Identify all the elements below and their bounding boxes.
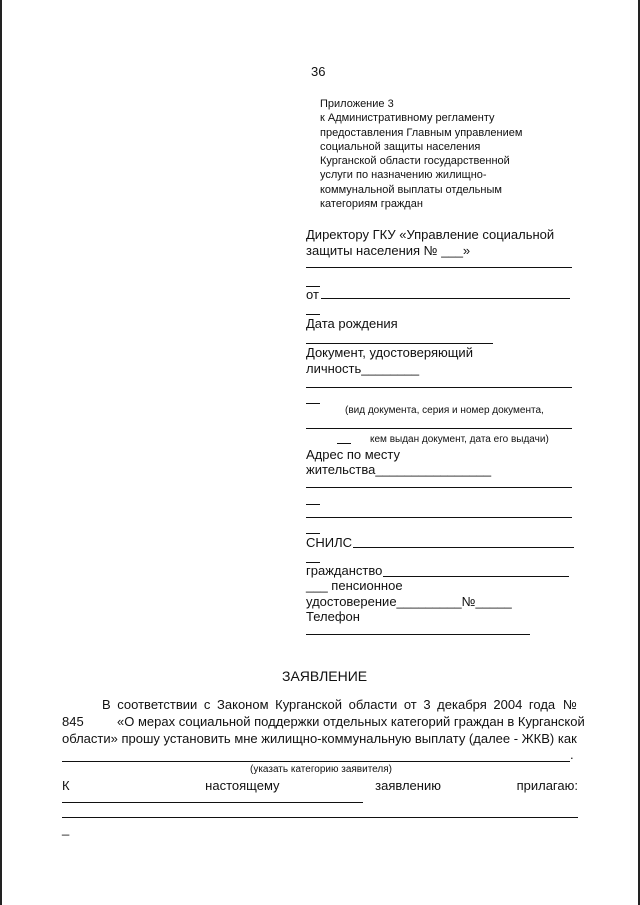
law-number: 845	[62, 714, 84, 729]
phone-fill-line[interactable]	[306, 634, 530, 635]
attachments-line	[62, 778, 578, 793]
left-page-edge	[0, 0, 2, 905]
fill-line	[306, 403, 320, 404]
id-document-fill-line-2[interactable]	[306, 428, 572, 429]
fill-line	[306, 267, 572, 268]
category-line-dot: .	[570, 747, 574, 762]
fill-line	[337, 443, 351, 444]
id-document-label: Документ, удостоверяющий	[306, 345, 473, 360]
addressee-line-2: защиты населения № ___»	[306, 243, 471, 258]
addressee-line-1: Директору ГКУ «Управление социальной	[306, 227, 555, 242]
address-label: Адрес по месту	[306, 447, 400, 462]
statement-text: В соответствии с Законом Курганской области от 3 декабря 2004 года	[102, 697, 556, 712]
appendix-line: коммунальной выплаты отдельным	[320, 183, 502, 196]
page-number: 36	[311, 64, 326, 79]
id-document-fill-line[interactable]	[306, 387, 572, 388]
phone-label: Телефон	[306, 609, 360, 624]
attachments-word: прилагаю:	[516, 778, 578, 793]
fill-line	[306, 314, 320, 315]
statement-title: ЗАЯВЛЕНИЕ	[282, 668, 368, 684]
pension-certificate-label: удостоверение_________№_____	[306, 594, 512, 609]
trailing-dash: _	[62, 821, 70, 836]
appendix-line: к Административному регламенту	[320, 112, 495, 125]
attachments-word: заявлению	[375, 778, 441, 793]
fill-line	[306, 504, 320, 505]
appendix-line: Курганской области государственной	[320, 155, 510, 168]
category-hint: (указать категорию заявителя)	[250, 764, 392, 775]
attachments-word: настоящему	[205, 778, 280, 793]
appendix-line: предоставления Главным управлением	[320, 126, 523, 139]
snils-fill-line[interactable]	[353, 547, 574, 548]
category-fill-line[interactable]	[62, 761, 570, 762]
from-label: от	[306, 287, 319, 302]
id-document-hint-2: кем выдан документ, дата его выдачи)	[370, 434, 549, 445]
statement-text: области» прошу установить мне жилищно-коммунальную выплату (далее - ЖКВ) как	[62, 731, 577, 746]
from-fill-line[interactable]	[321, 298, 570, 299]
address-fill-line[interactable]	[306, 487, 572, 488]
attachments-word: К	[62, 778, 70, 793]
appendix-line: услуги по назначению жилищно-	[320, 169, 487, 182]
id-document-hint: (вид документа, серия и номер документа,	[345, 405, 544, 416]
statement-text: №	[563, 697, 577, 712]
address-fill-line-2[interactable]	[306, 517, 572, 518]
appendix-block	[320, 97, 522, 211]
attachments-fill-line[interactable]	[62, 817, 578, 818]
pension-label: ___ пенсионное	[306, 578, 403, 593]
statement-text: «О мерах социальной поддержки отдельных категорий граждан в Курганской	[117, 714, 585, 729]
id-document-label-2: личность________	[306, 361, 420, 376]
appendix-line: социальной защиты населения	[320, 140, 481, 153]
appendix-line: категориям граждан	[320, 198, 423, 211]
citizenship-fill-line[interactable]	[383, 576, 569, 577]
statement-paragraph-line-1	[102, 697, 577, 712]
birth-date-label: Дата рождения	[306, 316, 398, 331]
fill-line	[306, 533, 320, 534]
address-label-2: жительства________________	[306, 462, 492, 477]
birth-date-fill-line[interactable]	[306, 343, 493, 344]
citizenship-label: гражданство	[306, 563, 383, 578]
snils-label: СНИЛС	[306, 535, 353, 550]
appendix-line: Приложение 3	[320, 98, 394, 110]
attachments-fill-line[interactable]	[62, 802, 363, 803]
